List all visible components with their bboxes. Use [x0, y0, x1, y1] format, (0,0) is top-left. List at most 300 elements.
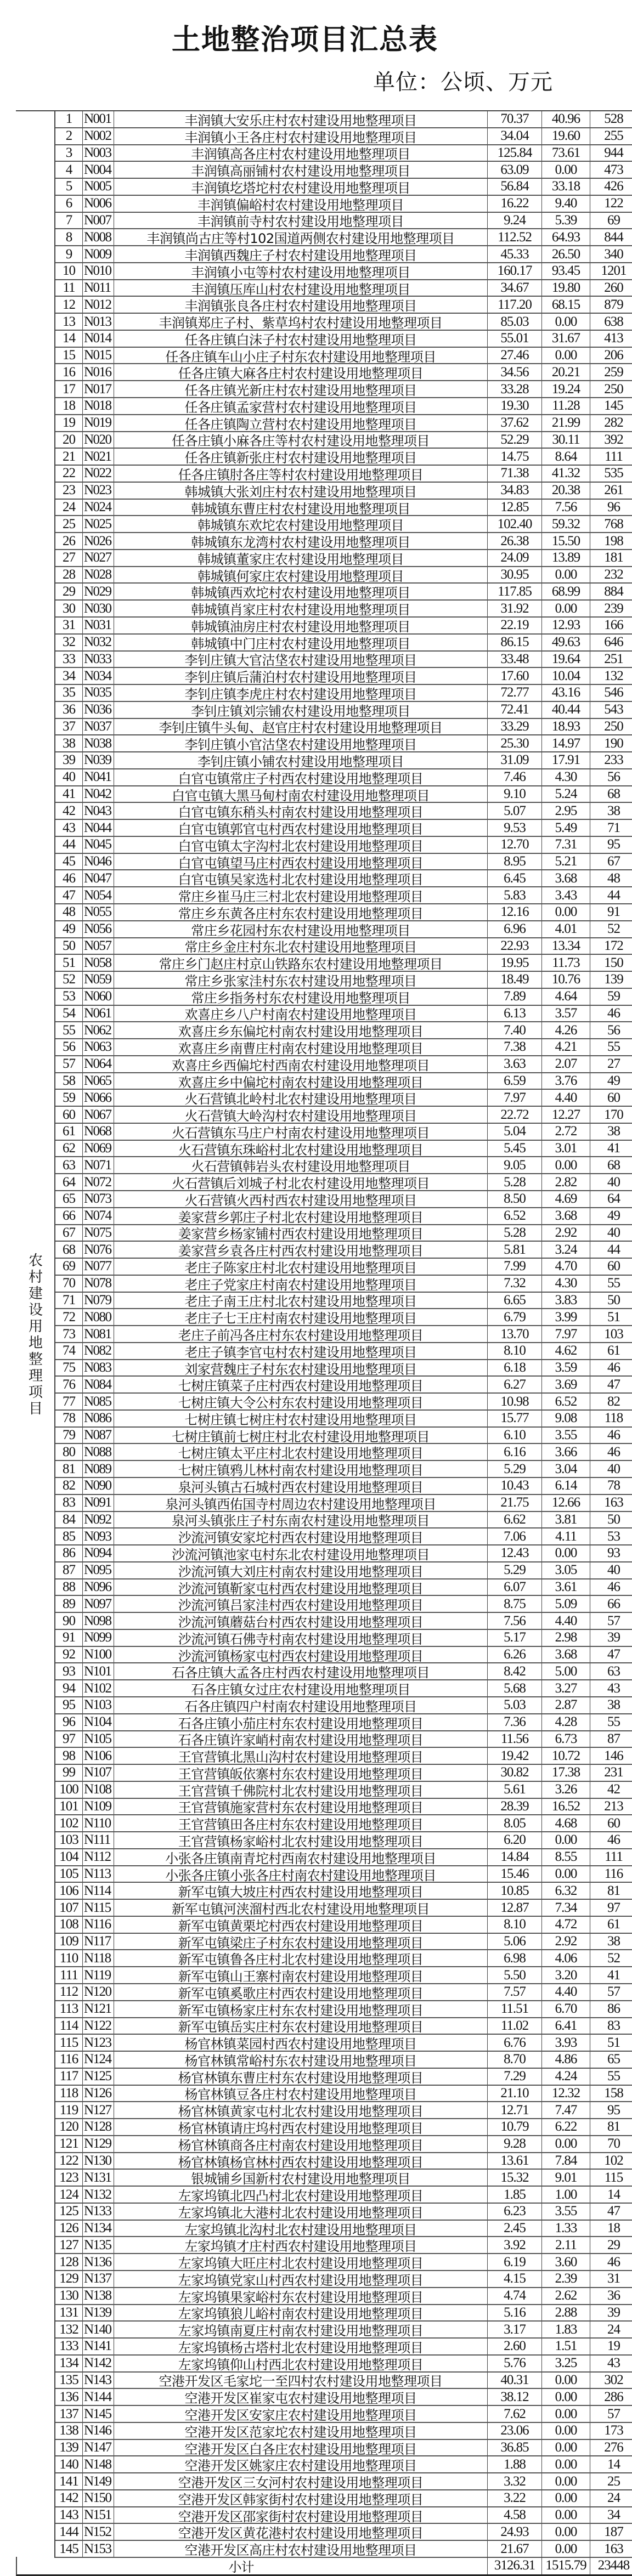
value-3: 41 [607, 1141, 620, 1156]
project-code: N098 [83, 1613, 114, 1629]
project-name: 李钊庄镇李虎庄村农村建设用地整理项目 [114, 685, 488, 701]
row-number: 137 [55, 2406, 83, 2422]
row-number: 54 [55, 1006, 83, 1022]
table-row [55, 1107, 632, 1124]
table-row [55, 786, 632, 803]
value-2: 0.00 [542, 2136, 590, 2152]
project-code: N132 [83, 2187, 114, 2203]
area-value: 4.74 [488, 2288, 542, 2304]
area-value: 7.46 [488, 769, 542, 785]
row-number: 24 [55, 500, 83, 516]
table-row [55, 1950, 632, 1967]
area-value: 26.38 [488, 533, 542, 549]
value-3: 150 [604, 955, 623, 970]
table-row [55, 280, 632, 297]
value-3: 392 [604, 432, 623, 447]
project-name: 韩城镇中门庄村农村建设用地整理项目 [114, 635, 488, 650]
area-value: 3.32 [488, 2473, 542, 2489]
area-value: 21.75 [488, 1495, 542, 1511]
table-row [55, 1562, 632, 1579]
value-2: 40.96 [542, 111, 590, 127]
area-value: 18.49 [488, 972, 542, 988]
unit-label: 单位：公顷、万元 [373, 70, 553, 95]
value-2: 8.55 [542, 1849, 590, 1865]
project-code: N111 [83, 1832, 114, 1848]
project-code: N025 [83, 516, 114, 532]
value-2: 4.26 [542, 1022, 590, 1038]
area-value: 1.85 [488, 2187, 542, 2203]
area-value: 6.62 [488, 1512, 542, 1528]
row-number: 6 [55, 196, 83, 212]
area-value: 7.36 [488, 1714, 542, 1730]
value-3: 844 [604, 229, 623, 245]
table-row [55, 752, 632, 769]
value-3: 206 [604, 348, 623, 363]
table-row [55, 2187, 632, 2204]
project-code: N068 [83, 1124, 114, 1140]
project-code: N026 [83, 533, 114, 549]
project-name: 丰润镇偏峪村农村建设用地整理项目 [114, 196, 488, 212]
value-3: 49 [607, 1208, 620, 1224]
value-3: 231 [604, 1765, 623, 1780]
row-number: 134 [55, 2356, 83, 2371]
row-number: 4 [55, 162, 83, 178]
area-value: 12.71 [488, 2102, 542, 2118]
project-name: 左家坞镇北大港村北农村建设用地整理项目 [114, 2204, 488, 2220]
table-row [55, 398, 632, 415]
row-number: 64 [55, 1174, 83, 1190]
project-name: 七树庄镇大令公村东农村建设用地整理项目 [114, 1394, 488, 1409]
value-2: 4.64 [542, 989, 590, 1005]
project-name: 丰润镇小王各庄村农村建设用地整理项目 [114, 128, 488, 144]
row-number: 144 [55, 2524, 83, 2540]
area-value: 5.17 [488, 1630, 542, 1646]
project-name: 火石营镇北岭村北农村建设用地整理项目 [114, 1090, 488, 1106]
area-value: 21.10 [488, 2086, 542, 2102]
area-value: 34.56 [488, 364, 542, 380]
value-2: 0.00 [542, 904, 590, 920]
value-2: 20.21 [542, 364, 590, 380]
project-code: N113 [83, 1866, 114, 1882]
value-3: 38 [607, 1124, 620, 1139]
project-code: N063 [83, 1039, 114, 1055]
project-name: 火石营镇火西村西农村建设用地整理项目 [114, 1191, 488, 1207]
project-name: 沙流河镇池家屯村东北农村建设用地整理项目 [114, 1545, 488, 1561]
project-name: 欢喜庄乡中偏坨村南农村建设用地整理项目 [114, 1073, 488, 1089]
value-2: 13.89 [542, 550, 590, 566]
value-2: 26.50 [542, 246, 590, 262]
project-name: 沙流河镇石佛寺村南农村建设用地整理项目 [114, 1630, 488, 1646]
row-number: 132 [55, 2322, 83, 2337]
project-name: 任各庄镇小麻各庄等村农村建设用地整理项目 [114, 432, 488, 448]
project-name: 白官屯镇望马庄村西农村建设用地整理项目 [114, 854, 488, 870]
value-3: 528 [604, 111, 623, 127]
project-name: 姜家营乡杨家铺村西农村建设用地整理项目 [114, 1225, 488, 1241]
value-3: 46 [607, 1428, 620, 1443]
category-cell [17, 111, 55, 2558]
project-name: 石各庄镇女过庄农村建设用地整理项目 [114, 1680, 488, 1696]
project-name: 王官营镇杨家峪村北农村建设用地整理项目 [114, 1832, 488, 1848]
value-2: 12.93 [542, 618, 590, 633]
area-value: 40.31 [488, 2373, 542, 2388]
row-number: 66 [55, 1208, 83, 1224]
row-number: 46 [55, 870, 83, 886]
area-value: 10.43 [488, 1478, 542, 1494]
value-3: 19 [607, 2339, 620, 2354]
project-name: 韩城镇油房庄村农村建设用地整理项目 [114, 618, 488, 633]
project-code: N020 [83, 432, 114, 448]
value-2: 5.21 [542, 854, 590, 870]
value-2: 20.38 [542, 483, 590, 499]
row-number: 143 [55, 2507, 83, 2523]
row-number: 140 [55, 2456, 83, 2472]
table-row [55, 1545, 632, 1562]
value-3: 69 [607, 212, 620, 228]
row-number: 136 [55, 2389, 83, 2405]
area-value: 24.09 [488, 550, 542, 566]
row-number: 18 [55, 398, 83, 414]
value-2: 0.00 [542, 2524, 590, 2540]
project-name: 丰润镇前寺村农村建设用地整理项目 [114, 213, 488, 229]
table-row [55, 1495, 632, 1512]
value-3: 111 [605, 449, 623, 464]
table-row [55, 2406, 632, 2423]
project-code: N056 [83, 921, 114, 937]
value-3: 198 [604, 533, 623, 548]
value-3: 27 [607, 1056, 620, 1072]
project-name: 左家坞镇才庄村西农村建设用地整理项目 [114, 2237, 488, 2253]
value-2: 6.52 [542, 1394, 590, 1409]
project-code: N125 [83, 2069, 114, 2085]
value-3: 43 [607, 2356, 620, 2371]
subtotal-label: 小计 [17, 2557, 488, 2574]
row-number: 74 [55, 1343, 83, 1359]
value-2: 10.04 [542, 668, 590, 684]
area-value: 22.19 [488, 618, 542, 633]
row-number: 34 [55, 668, 83, 684]
area-value: 23.06 [488, 2423, 542, 2439]
project-code: N097 [83, 1596, 114, 1612]
table-row [55, 466, 632, 483]
value-2: 3.83 [542, 1293, 590, 1309]
area-value: 5.81 [488, 1242, 542, 1258]
value-3: 1201 [601, 263, 627, 279]
project-code: N075 [83, 1225, 114, 1241]
row-number: 55 [55, 1022, 83, 1038]
project-code: N124 [83, 2052, 114, 2068]
table-row [55, 1006, 632, 1023]
project-code: N005 [83, 179, 114, 195]
area-value: 8.75 [488, 1596, 542, 1612]
table-row [55, 1326, 632, 1343]
project-code: N028 [83, 567, 114, 583]
project-code: N086 [83, 1411, 114, 1426]
project-code: N017 [83, 381, 114, 397]
value-3: 63 [607, 1663, 620, 1679]
project-name: 白官屯镇郭官屯村西农村建设用地整理项目 [114, 820, 488, 836]
value-2: 3.55 [542, 2204, 590, 2220]
table-row [55, 1917, 632, 1934]
project-code: N078 [83, 1276, 114, 1292]
value-3: 38 [607, 1934, 620, 1949]
table-row [55, 685, 632, 702]
value-3: 24 [607, 2490, 620, 2506]
value-3: 55 [607, 1276, 620, 1291]
value-3: 170 [604, 1107, 623, 1122]
table-row [55, 1394, 632, 1411]
row-number: 127 [55, 2237, 83, 2253]
table-row [55, 1866, 632, 1883]
table-row [55, 854, 632, 871]
row-number: 131 [55, 2305, 83, 2321]
area-value: 7.99 [488, 1259, 542, 1275]
value-3: 51 [607, 1309, 620, 1324]
value-3: 18 [607, 2221, 620, 2236]
project-code: N039 [83, 752, 114, 768]
value-3: 64 [607, 1191, 620, 1207]
project-code: N074 [83, 1208, 114, 1224]
value-3: 181 [604, 550, 623, 565]
project-code: N073 [83, 1191, 114, 1207]
value-2: 0.00 [542, 1866, 590, 1882]
value-2: 4.86 [542, 2052, 590, 2068]
project-code: N122 [83, 2018, 114, 2034]
table-row [55, 1512, 632, 1529]
value-3: 47 [607, 1377, 620, 1392]
table-row [55, 1832, 632, 1849]
project-code: N101 [83, 1663, 114, 1679]
table-row [55, 1647, 632, 1664]
value-3: 46 [607, 1579, 620, 1594]
row-number: 97 [55, 1731, 83, 1747]
project-name: 李钊庄镇刘宗铺农村建设用地整理项目 [114, 702, 488, 718]
row-number: 110 [55, 1950, 83, 1966]
project-name: 新军屯镇梁庄子村东农村建设用地整理项目 [114, 1934, 488, 1950]
row-number: 76 [55, 1377, 83, 1392]
project-name: 新军屯镇岳实庄村东农村建设用地整理项目 [114, 2018, 488, 2034]
row-number: 93 [55, 1663, 83, 1679]
value-3: 426 [604, 179, 623, 194]
project-name: 杨官林镇豆各庄村农村建设用地整理项目 [114, 2086, 488, 2102]
value-2: 6.14 [542, 1478, 590, 1494]
row-number: 105 [55, 1866, 83, 1882]
area-value: 7.57 [488, 1984, 542, 2000]
table-row [55, 483, 632, 500]
value-2: 41.32 [542, 466, 590, 482]
table-row [55, 1259, 632, 1276]
project-code: N019 [83, 415, 114, 431]
value-3: 31 [607, 2271, 620, 2286]
value-3: 213 [604, 1798, 623, 1814]
value-2: 18.93 [542, 719, 590, 735]
table-row [55, 364, 632, 381]
row-number: 112 [55, 1984, 83, 2000]
table-row [55, 1900, 632, 1917]
area-value: 5.28 [488, 1225, 542, 1241]
area-value: 9.24 [488, 213, 542, 229]
value-3: 40 [607, 1225, 620, 1240]
value-2: 5.09 [542, 1596, 590, 1612]
value-3: 40 [607, 1461, 620, 1476]
value-2: 17.91 [542, 752, 590, 768]
value-2: 0.00 [542, 2389, 590, 2405]
table-row [55, 1293, 632, 1310]
row-number: 35 [55, 685, 83, 701]
area-value: 28.39 [488, 1799, 542, 1815]
table-row [55, 1748, 632, 1765]
value-3: 250 [604, 718, 623, 734]
table-row [55, 2204, 632, 2221]
area-value: 19.95 [488, 955, 542, 971]
row-number: 117 [55, 2069, 83, 2085]
project-name: 空港开发区韩家街村农村建设用地整理项目 [114, 2490, 488, 2506]
row-number: 47 [55, 887, 83, 903]
row-number: 59 [55, 1090, 83, 1106]
project-name: 空港开发区崔家屯农村建设用地整理项目 [114, 2389, 488, 2405]
row-number: 95 [55, 1697, 83, 1713]
area-value: 71.38 [488, 466, 542, 482]
table-row [55, 635, 632, 652]
value-2: 0.00 [542, 2406, 590, 2422]
area-value: 6.27 [488, 1377, 542, 1392]
project-name: 左家坞镇大旺庄村北农村建设用地整理项目 [114, 2254, 488, 2270]
value-2: 0.00 [542, 1832, 590, 1848]
value-3: 38 [607, 803, 620, 818]
value-3: 46 [607, 1444, 620, 1459]
area-value: 5.45 [488, 1141, 542, 1157]
row-number: 37 [55, 719, 83, 735]
area-value: 27.46 [488, 348, 542, 364]
value-2: 30.11 [542, 432, 590, 448]
value-3: 61 [607, 1343, 620, 1358]
value-2: 49.63 [542, 635, 590, 650]
project-name: 空港开发区安家庄农村建设用地整理项目 [114, 2406, 488, 2422]
value-2: 7.56 [542, 500, 590, 516]
area-value: 6.13 [488, 1006, 542, 1022]
area-value: 12.70 [488, 837, 542, 853]
project-name: 李钊庄镇大官沽垡农村建设用地整理项目 [114, 652, 488, 667]
area-value: 86.15 [488, 635, 542, 650]
project-name: 韩城镇东欢坨农村建设用地整理项目 [114, 516, 488, 532]
area-value: 6.76 [488, 2035, 542, 2051]
area-value: 6.96 [488, 921, 542, 937]
table-row [55, 2423, 632, 2440]
value-2: 93.45 [542, 263, 590, 279]
project-code: N044 [83, 820, 114, 836]
value-2: 59.32 [542, 516, 590, 532]
area-value: 8.10 [488, 1917, 542, 1933]
project-code: N062 [83, 1022, 114, 1038]
row-number: 119 [55, 2102, 83, 2118]
row-number: 80 [55, 1444, 83, 1460]
value-3: 52 [607, 921, 620, 937]
table-row [55, 921, 632, 938]
value-3: 70 [607, 2136, 620, 2152]
value-3: 50 [607, 1511, 620, 1527]
project-code: N089 [83, 1461, 114, 1477]
row-number: 139 [55, 2440, 83, 2456]
table-row [55, 2456, 632, 2473]
project-code: N138 [83, 2288, 114, 2304]
project-name: 李钊庄镇小官沽垡农村建设用地整理项目 [114, 735, 488, 751]
project-code: N006 [83, 196, 114, 212]
table-row [55, 196, 632, 213]
project-name: 常庄乡金庄村东北农村建设用地整理项目 [114, 938, 488, 954]
project-code: N021 [83, 449, 114, 465]
row-number: 69 [55, 1259, 83, 1275]
row-number: 45 [55, 854, 83, 870]
value-3: 81 [607, 2119, 620, 2135]
project-name: 老庄子党家庄村南农村建设用地整理项目 [114, 1276, 488, 1292]
table-row [55, 1967, 632, 1984]
project-code: N081 [83, 1326, 114, 1342]
table-row [55, 584, 632, 601]
value-2: 19.80 [542, 280, 590, 296]
table-row [55, 1377, 632, 1394]
table-row [55, 1782, 632, 1799]
value-3: 276 [604, 2440, 623, 2455]
value-3: 66 [607, 1596, 620, 1611]
value-2: 1.33 [542, 2221, 590, 2237]
project-code: N105 [83, 1731, 114, 1747]
table-row [55, 1411, 632, 1428]
value-3: 53 [607, 1528, 620, 1544]
area-value: 2.60 [488, 2339, 542, 2354]
project-code: N085 [83, 1394, 114, 1409]
row-number: 89 [55, 1596, 83, 1612]
project-name: 王官营镇田各庄村东农村建设用地整理项目 [114, 1815, 488, 1831]
area-value: 4.58 [488, 2507, 542, 2523]
value-2: 3.25 [542, 2356, 590, 2371]
project-code: N061 [83, 1006, 114, 1022]
table-row [55, 1613, 632, 1630]
value-2: 2.95 [542, 803, 590, 819]
table-row [55, 938, 632, 955]
value-2: 4.62 [542, 1343, 590, 1359]
table-row [55, 1663, 632, 1680]
project-code: N037 [83, 719, 114, 735]
project-code: N147 [83, 2440, 114, 2456]
value-2: 2.11 [542, 2237, 590, 2253]
value-3: 46 [607, 1832, 620, 1848]
value-3: 163 [604, 1495, 623, 1510]
project-name: 火石营镇东马庄户村南农村建设用地整理项目 [114, 1124, 488, 1140]
value-2: 12.27 [542, 1107, 590, 1123]
value-3: 187 [604, 2524, 623, 2539]
row-number: 65 [55, 1191, 83, 1207]
area-value: 5.29 [488, 1461, 542, 1477]
table-row [55, 128, 632, 145]
value-3: 250 [604, 381, 623, 397]
value-2: 2.39 [542, 2271, 590, 2287]
row-number: 129 [55, 2271, 83, 2287]
page-title: 土地整治项目汇总表 [171, 24, 438, 56]
area-value: 7.97 [488, 1090, 542, 1106]
project-code: N090 [83, 1478, 114, 1494]
value-2: 15.50 [542, 533, 590, 549]
value-2: 0.00 [542, 2541, 590, 2557]
area-value: 21.67 [488, 2541, 542, 2557]
value-3: 55 [607, 1039, 620, 1055]
table-row [55, 1124, 632, 1141]
area-value: 38.12 [488, 2389, 542, 2405]
value-2: 19.64 [542, 652, 590, 667]
row-number: 72 [55, 1309, 83, 1325]
project-code: N042 [83, 786, 114, 802]
row-number: 20 [55, 432, 83, 448]
project-code: N077 [83, 1259, 114, 1275]
project-code: N009 [83, 246, 114, 262]
